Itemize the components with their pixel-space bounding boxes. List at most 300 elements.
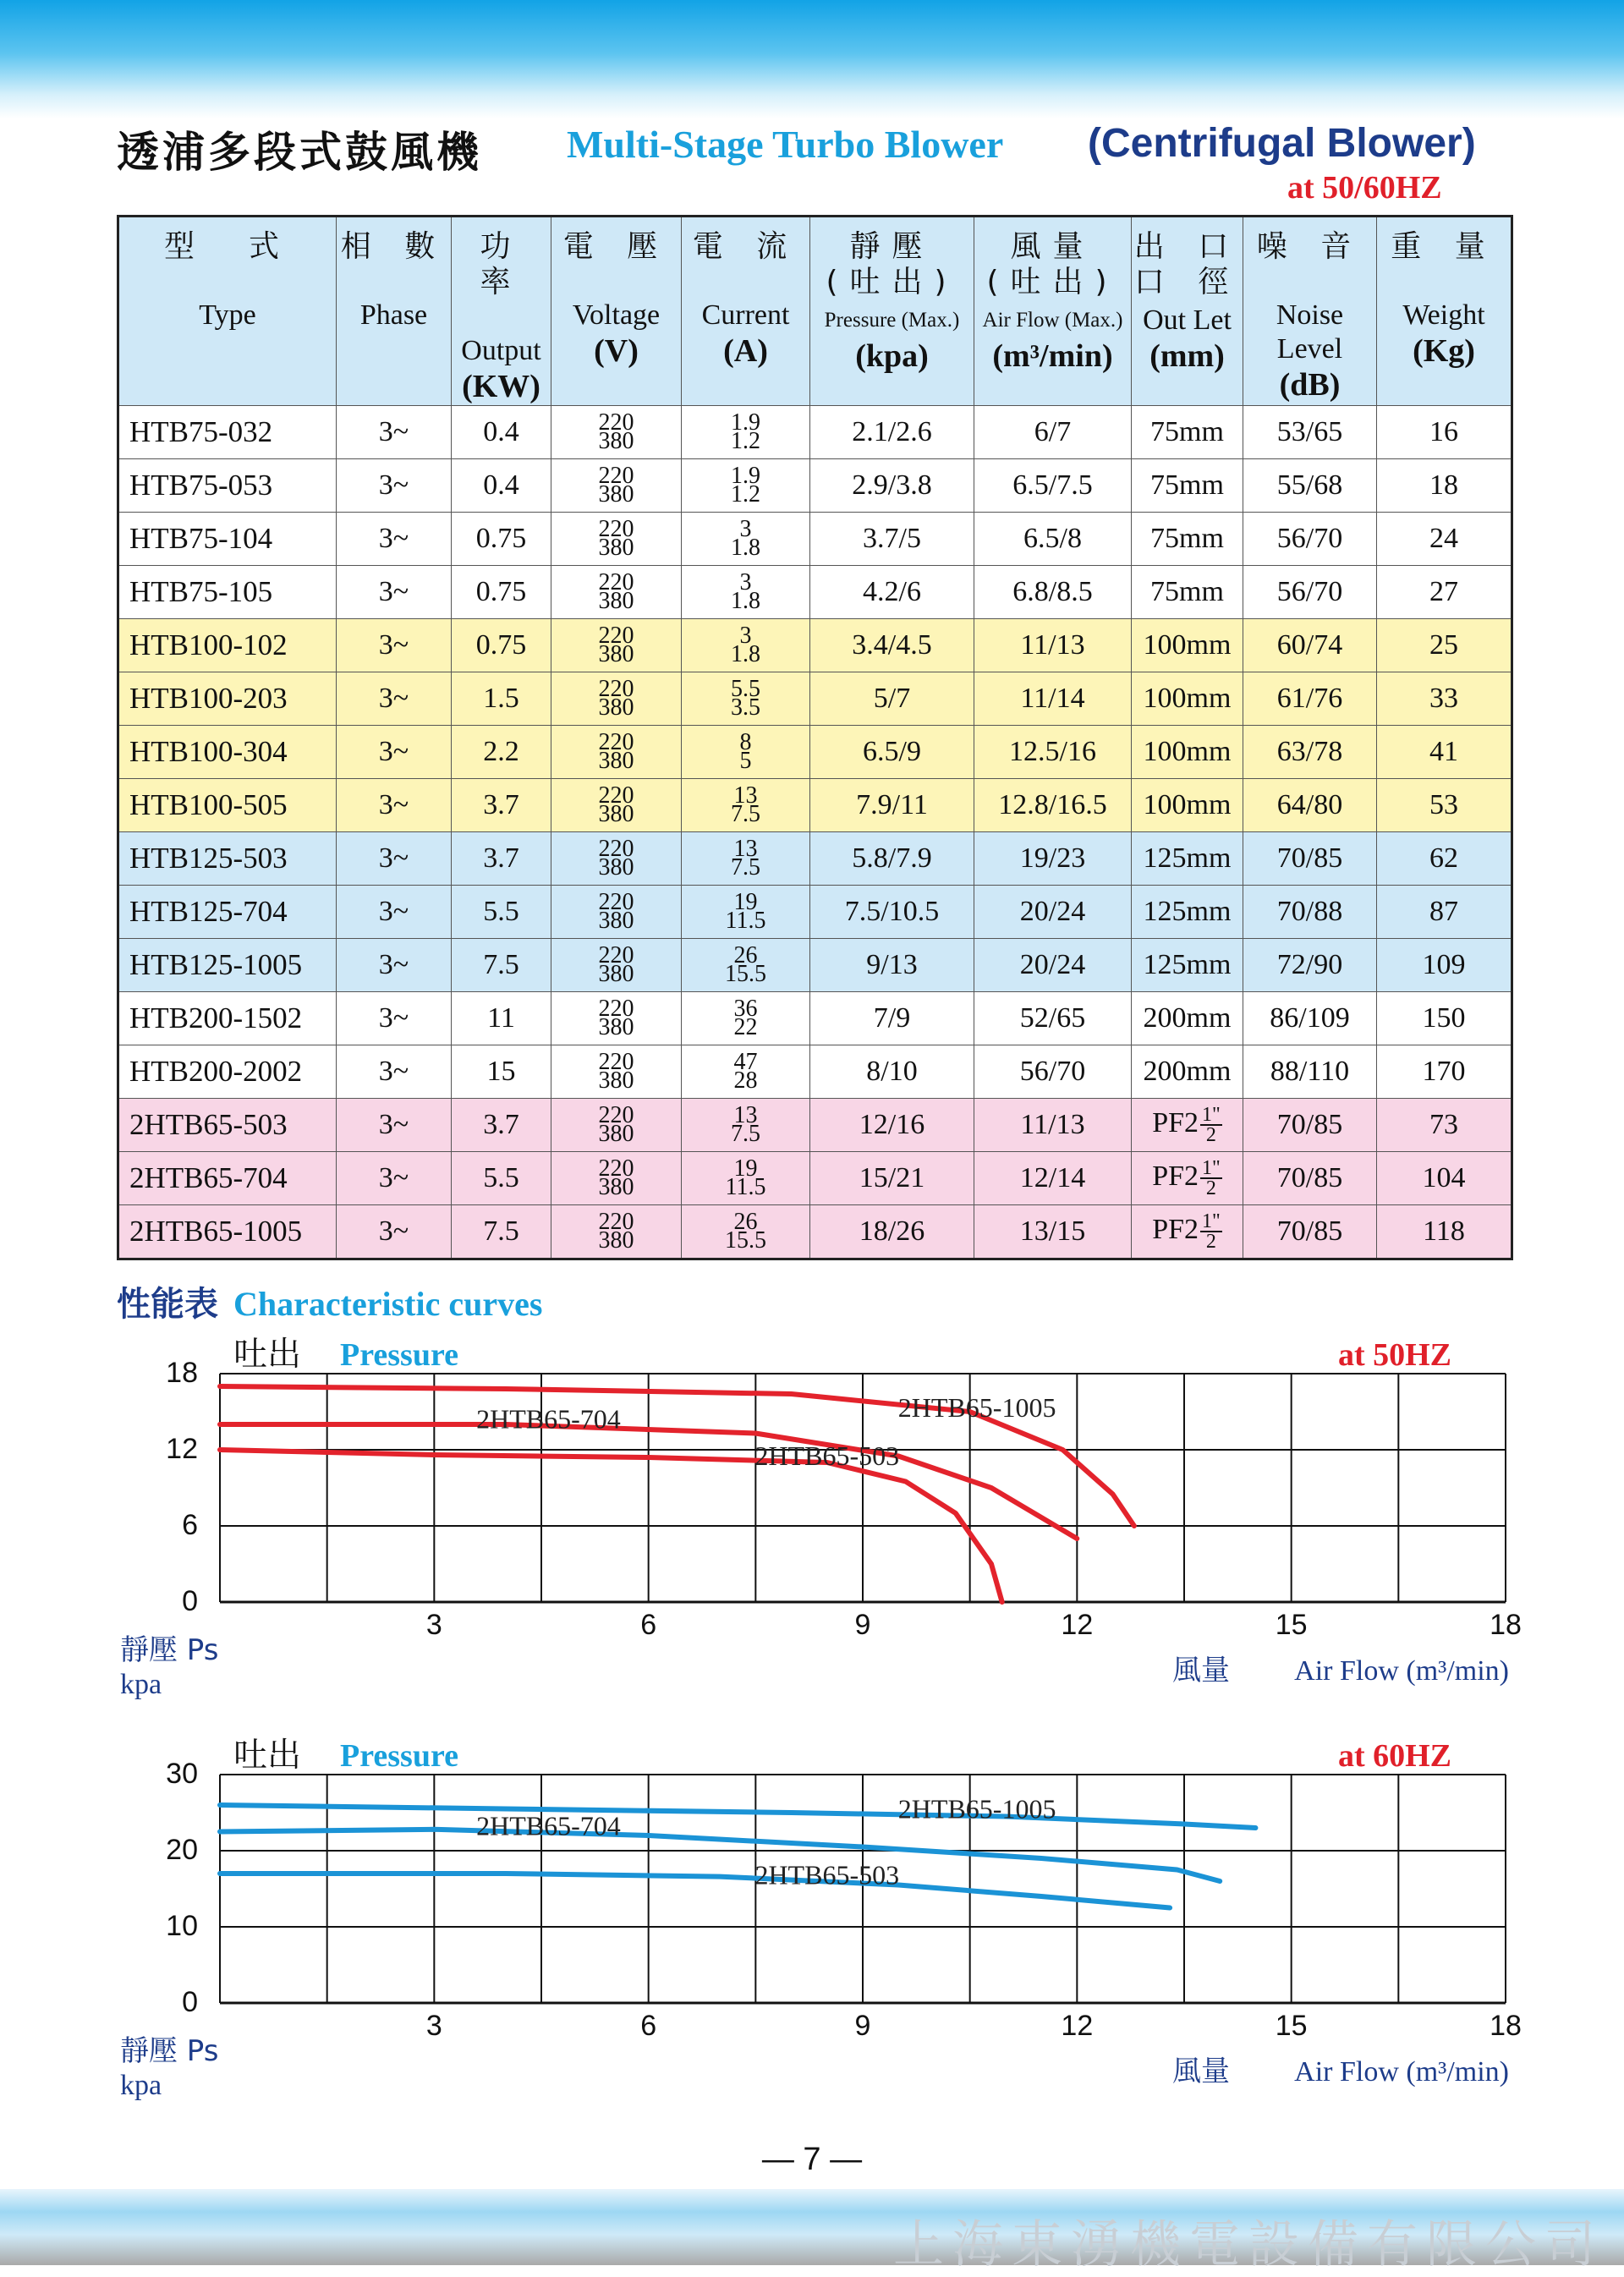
current-value: 28 [733,1067,758,1094]
outlet-fraction [1200,1106,1222,1144]
cell-voltage [551,513,682,566]
outlet-base: PF2 [1152,1106,1199,1138]
cell-type: HTB100-505 [118,779,337,832]
cell-pressure: 7.9/11 [810,779,974,832]
y-tick-label: 0 [182,1986,198,2018]
cell-noise: 70/85 [1243,832,1377,886]
table-row [118,566,1512,619]
cell-voltage [551,672,682,726]
table-body [118,406,1512,1259]
current-value: 3 [739,569,752,595]
cell-current [682,1045,810,1099]
cell-current [682,406,810,459]
cell-airflow: 6.8/8.5 [974,566,1132,619]
voltage-value: 380 [598,481,634,508]
cell-output: 11 [452,992,551,1045]
cell-noise: 56/70 [1243,566,1377,619]
header-unit: (V) [594,333,639,369]
cell-noise: 56/70 [1243,513,1377,566]
cell-phase: 3~ [337,672,452,726]
cell-output: 15 [452,1045,551,1099]
x-axis-label: Air Flow (m³/min) [1294,1655,1509,1687]
header-spacer [551,265,681,295]
cell-weight: 150 [1377,992,1512,1045]
cell-airflow: 6/7 [974,406,1132,459]
cell-phase: 3~ [337,832,452,886]
voltage-stack [598,676,634,721]
y-tick-label: 30 [166,1758,198,1790]
voltage-stack [598,782,634,827]
header-label-chinese: 型 式 [163,229,291,264]
cell-weight: 62 [1377,832,1512,886]
cell-current [682,619,810,672]
current-stack [739,729,752,774]
cell-type: HTB100-203 [118,672,337,726]
cell-pressure: 5/7 [810,672,974,726]
cell-noise: 63/78 [1243,726,1377,779]
cell-weight: 118 [1377,1205,1512,1259]
cell-airflow: 11/13 [974,1099,1132,1152]
cell-weight: 104 [1377,1152,1512,1205]
cell-voltage [551,779,682,832]
cell-airflow: 56/70 [974,1045,1132,1099]
voltage-stack [598,1049,634,1094]
cell-outlet: 100mm [1132,726,1243,779]
header-cell [118,217,337,406]
series-label: 2HTB65-503 [754,1440,900,1471]
cell-pressure: 7/9 [810,992,974,1045]
current-stack [731,676,760,721]
series-label: 2HTB65-704 [476,1403,621,1435]
outlet-denominator: 2 [1205,1124,1216,1146]
voltage-value: 220 [598,1155,634,1182]
header-cell [682,217,810,406]
outlet-numerator: 1" [1202,1210,1221,1232]
current-stack [731,1102,760,1147]
outlet-denominator: 2 [1205,1231,1216,1253]
current-value: 13 [733,782,758,809]
voltage-stack [598,942,634,987]
cell-airflow: 20/24 [974,939,1132,992]
x-tick-label: 6 [640,2010,657,2042]
cell-output: 5.5 [452,1152,551,1205]
curves-section-title [117,1277,542,1325]
header-spacer [119,265,336,295]
voltage-value: 220 [598,996,634,1022]
voltage-stack [598,463,634,508]
cell-pressure: 4.2/6 [810,566,974,619]
cell-noise: 72/90 [1243,939,1377,992]
header-spacer [1243,265,1376,295]
voltage-stack [598,1209,634,1254]
cell-type: HTB75-053 [118,459,337,513]
cell-airflow: 11/13 [974,619,1132,672]
chart-title: Pressure [340,1738,459,1774]
current-value: 47 [733,1049,758,1075]
header-label-english: Air Flow (Max.) [982,309,1123,332]
current-value: 3 [739,623,752,649]
current-value: 1.2 [731,481,760,508]
current-value: 1.2 [731,428,760,454]
cell-outlet: 75mm [1132,513,1243,566]
voltage-stack [598,409,634,454]
cell-outlet [1132,1152,1243,1205]
cell-outlet: 125mm [1132,886,1243,939]
header-label-chinese: 靜壓 (吐出) [826,229,958,299]
cell-voltage [551,406,682,459]
table-row [118,1045,1512,1099]
cell-output: 5.5 [452,886,551,939]
current-value: 3.5 [731,694,760,721]
title-subtitle: (Centrifugal Blower) [1088,121,1476,166]
y-tick-label: 6 [182,1509,198,1541]
cell-current [682,513,810,566]
current-value: 36 [733,996,758,1022]
header-label-english: Type [199,299,256,331]
y-tick-label: 18 [166,1357,198,1389]
voltage-value: 220 [598,836,634,862]
current-value: 5 [739,748,752,774]
cell-voltage [551,939,682,992]
header-cell [551,217,682,406]
cell-phase: 3~ [337,1045,452,1099]
voltage-stack [598,569,634,614]
table-row [118,459,1512,513]
current-value: 22 [733,1014,758,1040]
cell-phase: 3~ [337,992,452,1045]
current-value: 8 [739,729,752,755]
x-tick-label: 15 [1275,1609,1308,1641]
cell-type: HTB75-104 [118,513,337,566]
header-label-english: Output [461,335,541,366]
current-stack [731,623,760,667]
header-label-english: Voltage [572,299,661,331]
cell-airflow: 6.5/8 [974,513,1132,566]
cell-outlet [1132,1099,1243,1152]
cell-noise: 70/85 [1243,1099,1377,1152]
current-value: 13 [733,1102,758,1128]
table-row [118,886,1512,939]
x-tick-label: 15 [1275,2010,1308,2042]
current-stack [725,942,766,987]
series-label: 2HTB65-503 [754,1859,900,1890]
table-row [118,1205,1512,1259]
cell-voltage [551,992,682,1045]
cell-type: HTB75-105 [118,566,337,619]
current-value: 11.5 [725,1174,766,1200]
current-stack [731,516,760,561]
header-label-english: Weight [1402,299,1485,331]
outlet-fraction [1200,1159,1222,1198]
cell-phase: 3~ [337,459,452,513]
voltage-stack [598,996,634,1040]
title-english: Multi-Stage Turbo Blower [567,123,1004,166]
cell-phase: 3~ [337,886,452,939]
header-unit: (KW) [462,369,540,404]
cell-current [682,832,810,886]
cell-phase: 3~ [337,513,452,566]
current-value: 11.5 [725,908,766,934]
cell-airflow: 12.5/16 [974,726,1132,779]
x-tick-label: 3 [425,2010,442,2042]
cell-noise: 60/74 [1243,619,1377,672]
cell-output: 0.75 [452,619,551,672]
table-row [118,832,1512,886]
current-value: 1.8 [731,535,760,561]
series-label: 2HTB65-704 [476,1810,621,1841]
table-row [118,513,1512,566]
header-cell [337,217,452,406]
voltage-value: 380 [598,588,634,614]
cell-current [682,459,810,513]
cell-airflow: 12.8/16.5 [974,779,1132,832]
cell-pressure: 18/26 [810,1205,974,1259]
current-value: 7.5 [731,801,760,827]
voltage-stack [598,1102,634,1147]
voltage-value: 380 [598,1067,634,1094]
chart-svg [110,1321,1522,1700]
outlet-base: PF2 [1152,1160,1199,1192]
cell-noise: 70/85 [1243,1152,1377,1205]
voltage-value: 380 [598,1121,634,1147]
header-unit: (Kg) [1413,333,1475,369]
y-axis-unit: kpa [120,2070,162,2101]
voltage-value: 220 [598,729,634,755]
y-tick-label: 0 [182,1585,198,1617]
chart-title-chinese: 吐出 [233,1335,301,1374]
y-tick-label: 20 [166,1834,198,1866]
chart-frequency: at 50HZ [1337,1337,1451,1373]
page-number: — 7 — [761,2142,863,2177]
outlet-numerator: 1" [1202,1157,1221,1179]
current-value: 1.8 [731,641,760,667]
cell-airflow: 20/24 [974,886,1132,939]
header-cell [1377,217,1512,406]
voltage-stack [598,889,634,934]
cell-weight: 27 [1377,566,1512,619]
current-stack [725,1155,766,1200]
cell-outlet: 100mm [1132,779,1243,832]
cell-output: 3.7 [452,779,551,832]
x-axis-label-chinese: 風量 [1172,1654,1230,1687]
cell-pressure: 9/13 [810,939,974,992]
outlet-base: PF2 [1152,1213,1199,1245]
cell-pressure: 15/21 [810,1152,974,1205]
x-tick-label: 3 [425,1609,442,1641]
cell-pressure: 6.5/9 [810,726,974,779]
chart-svg [110,1722,1522,2101]
cell-airflow: 52/65 [974,992,1132,1045]
cell-output: 3.7 [452,832,551,886]
table-row [118,619,1512,672]
cell-noise: 70/85 [1243,1205,1377,1259]
header-cell [810,217,974,406]
current-stack [733,996,758,1040]
voltage-stack [598,516,634,561]
cell-weight: 24 [1377,513,1512,566]
voltage-value: 220 [598,782,634,809]
chart-pressure-60hz [110,1722,1522,2101]
voltage-value: 380 [598,694,634,721]
cell-voltage [551,1205,682,1259]
cell-pressure: 7.5/10.5 [810,886,974,939]
cell-weight: 25 [1377,619,1512,672]
cell-noise: 70/88 [1243,886,1377,939]
cell-voltage [551,619,682,672]
series-label: 2HTB65-1005 [897,1392,1056,1424]
cell-phase: 3~ [337,726,452,779]
table-row [118,406,1512,459]
current-stack [725,1209,766,1254]
cell-noise: 88/110 [1243,1045,1377,1099]
header-label-chinese: 重 量 [1391,229,1497,264]
current-value: 1.9 [731,409,760,436]
header-label-english: Phase [359,299,428,331]
voltage-value: 220 [598,516,634,542]
cell-current [682,566,810,619]
header-label-chinese: 功 率 [480,229,523,299]
voltage-value: 220 [598,1209,634,1235]
current-value: 19 [733,1155,758,1182]
cell-outlet: 200mm [1132,992,1243,1045]
voltage-value: 380 [598,1174,634,1200]
cell-voltage [551,1045,682,1099]
header-unit: (mm) [1149,338,1225,374]
outlet-numerator: 1" [1202,1104,1221,1126]
x-tick-label: 9 [854,2010,871,2042]
chart-frequency: at 60HZ [1337,1738,1451,1774]
y-tick-label: 10 [166,1910,198,1942]
cell-airflow: 6.5/7.5 [974,459,1132,513]
cell-outlet: 200mm [1132,1045,1243,1099]
x-tick-label: 18 [1490,2010,1522,2042]
outlet-fraction [1200,1212,1222,1251]
cell-type: HTB125-704 [118,886,337,939]
top-gradient-band [0,0,1624,118]
cell-noise: 86/109 [1243,992,1377,1045]
current-value: 1.8 [731,588,760,614]
cell-output: 7.5 [452,939,551,992]
cell-outlet: 125mm [1132,939,1243,992]
current-stack [733,1049,758,1094]
cell-phase: 3~ [337,619,452,672]
current-stack [731,463,760,508]
cell-weight: 73 [1377,1099,1512,1152]
series-line-2htb65-1005 [220,1805,1255,1828]
cell-type: HTB100-304 [118,726,337,779]
chart-title-chinese: 吐出 [233,1736,301,1775]
header-label-chinese: 電 流 [692,229,799,264]
y-axis-label: 靜壓 Ps [120,1633,219,1667]
table-header-row [118,217,1512,406]
voltage-value: 220 [598,942,634,968]
table-row [118,992,1512,1045]
x-axis-label-chinese: 風量 [1172,2055,1230,2088]
header-spacer [1377,265,1511,295]
header-label-chinese: 出 口 口 徑 [1133,229,1241,299]
cell-weight: 87 [1377,886,1512,939]
current-value: 15.5 [725,961,766,987]
cell-output: 0.4 [452,459,551,513]
table-row [118,726,1512,779]
header-label-english: Out Let [1143,305,1232,336]
header-label-chinese: 電 壓 [562,229,670,264]
cell-outlet: 75mm [1132,566,1243,619]
cell-voltage [551,886,682,939]
x-tick-label: 9 [854,1609,871,1641]
voltage-value: 220 [598,409,634,436]
cell-current [682,1099,810,1152]
header-label-chinese: 風量 (吐出) [986,229,1119,299]
cell-output: 7.5 [452,1205,551,1259]
current-value: 7.5 [731,854,760,881]
cell-weight: 33 [1377,672,1512,726]
current-stack [725,889,766,934]
cell-type: HTB100-102 [118,619,337,672]
voltage-stack [598,729,634,774]
cell-pressure: 3.4/4.5 [810,619,974,672]
cell-type: HTB125-1005 [118,939,337,992]
cell-weight: 18 [1377,459,1512,513]
header-spacer [337,265,451,295]
current-stack [731,782,760,827]
specification-table [117,215,1513,1260]
current-value: 26 [733,942,758,968]
cell-output: 0.4 [452,406,551,459]
title-chinese: 透浦多段式鼓風機 [117,128,482,177]
current-value: 3 [739,516,752,542]
cell-phase: 3~ [337,1099,452,1152]
cell-output: 0.75 [452,566,551,619]
frequency-label: at 50/60HZ [1287,170,1442,206]
cell-pressure: 5.8/7.9 [810,832,974,886]
cell-output: 2.2 [452,726,551,779]
cell-airflow: 11/14 [974,672,1132,726]
y-axis-unit: kpa [120,1669,162,1700]
cell-pressure: 12/16 [810,1099,974,1152]
cell-outlet: 125mm [1132,832,1243,886]
table-row [118,779,1512,832]
header-cell [1132,217,1243,406]
curves-title-chinese: 性能表 [117,1285,218,1324]
table-row [118,1099,1512,1152]
header-spacer [682,265,809,295]
outlet-denominator: 2 [1205,1177,1216,1199]
y-tick-label: 12 [166,1433,198,1465]
current-stack [731,836,760,881]
voltage-stack [598,836,634,881]
header-cell [452,217,551,406]
cell-airflow: 19/23 [974,832,1132,886]
cell-output: 1.5 [452,672,551,726]
cell-voltage [551,459,682,513]
voltage-value: 220 [598,463,634,489]
cell-type: HTB125-503 [118,832,337,886]
cell-voltage [551,726,682,779]
cell-outlet: 100mm [1132,672,1243,726]
table-row [118,939,1512,992]
cell-voltage [551,1099,682,1152]
cell-weight: 170 [1377,1045,1512,1099]
voltage-value: 220 [598,676,634,702]
cell-current [682,886,810,939]
cell-weight: 41 [1377,726,1512,779]
cell-current [682,726,810,779]
cell-current [682,672,810,726]
voltage-value: 380 [598,854,634,881]
page-title-row [117,118,1512,177]
table-row [118,672,1512,726]
